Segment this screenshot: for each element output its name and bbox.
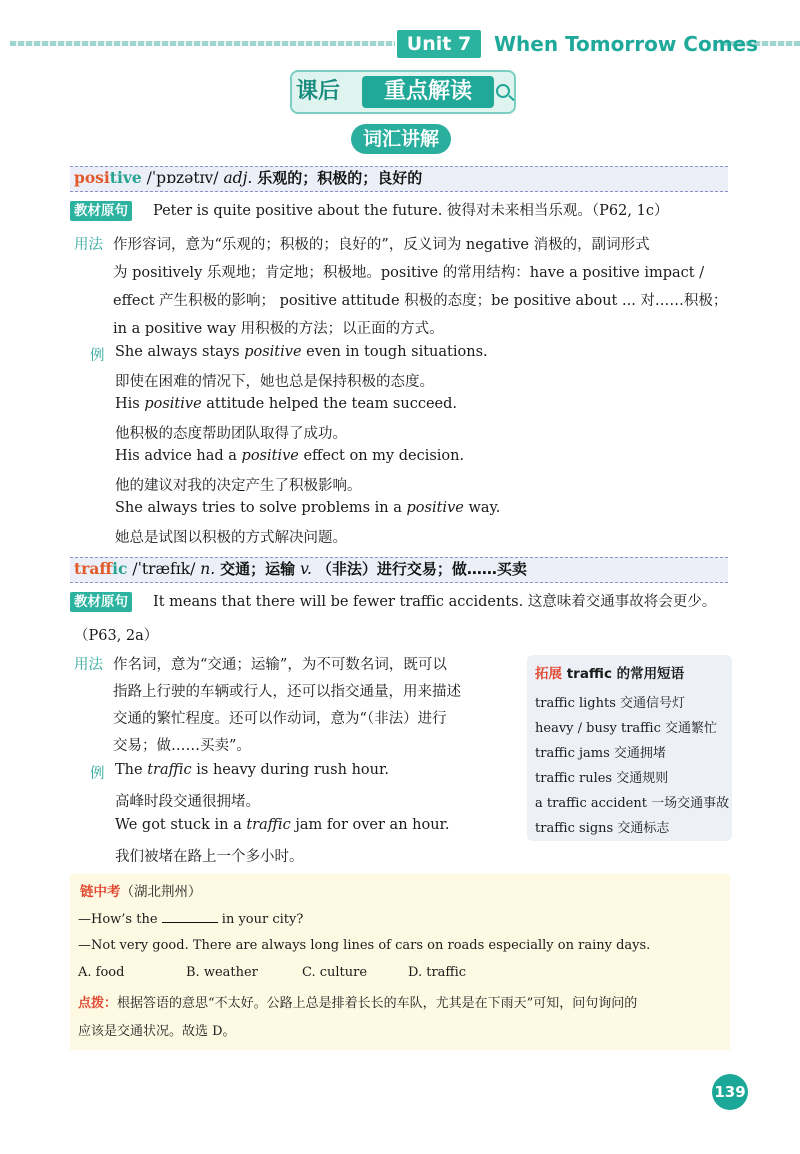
- example-label: 例: [90, 766, 105, 782]
- example-line: 我们被堵在路上一个多小时。: [115, 848, 304, 865]
- exam-hint-line-1: 点拨：根据答语的意思“不太好。公路上总是排着长长的车队，尤其是在下雨天”可知，问句询问的: [78, 996, 638, 1011]
- exam-title: 链中考（湖北荆州）: [80, 884, 202, 900]
- usage-line: 交易；做……买卖”。: [113, 738, 251, 754]
- banner-right-text: 重点解读: [362, 76, 494, 108]
- gloss: 交通；运输: [220, 560, 296, 578]
- entry-traffic-heading: [74, 557, 527, 581]
- example-line: 他的建议对我的决定产生了积极影响。: [115, 478, 362, 494]
- example-line: She always stays positive even in tough situations.: [115, 344, 488, 360]
- exam-question-1: —How’s the in your city?: [78, 912, 304, 927]
- usage-label: 用法: [74, 657, 103, 673]
- example-label: 例: [90, 348, 105, 364]
- phonetic: /ˈpɒzətɪv/: [146, 169, 219, 187]
- answer-blank: [162, 910, 218, 923]
- phonetic: /ˈtræfɪk/: [132, 560, 196, 578]
- expand-label: 拓展: [535, 666, 562, 682]
- magnifier-icon: [496, 84, 510, 98]
- usage-line: 作名词，意为“交通；运输”，为不可数名词，既可以: [113, 657, 447, 673]
- expand-title: [535, 662, 684, 682]
- page-number: 139: [712, 1074, 748, 1110]
- textbook-ref: （P63, 2a）: [74, 628, 159, 644]
- gloss-2: （非法）进行交易；做……买卖: [316, 560, 527, 578]
- textbook-tag: 教材原句: [70, 201, 132, 221]
- unit-title: When Tomorrow Comes: [494, 32, 759, 56]
- headword: traffic: [74, 559, 128, 578]
- part-of-speech: adj.: [223, 169, 253, 187]
- part-of-speech: n.: [200, 560, 216, 578]
- header-rule-left: [10, 41, 395, 46]
- expand-item: traffic jams 交通拥堵: [535, 746, 666, 761]
- textbook-tag: 教材原句: [70, 592, 132, 612]
- example-line: We got stuck in a traffic jam for over an hour.: [115, 817, 450, 833]
- usage-line: 交通的繁忙程度。还可以作动词，意为“（非法）进行: [113, 711, 447, 727]
- banner-left-text: 课后: [296, 79, 341, 104]
- example-line: His advice had a positive effect on my decision.: [115, 448, 465, 464]
- expand-item: traffic signs 交通标志: [535, 821, 670, 836]
- example-line: 即使在困难的情况下，她也总是保持积极的态度。: [115, 374, 434, 390]
- exam-option-c: C. culture: [302, 965, 368, 980]
- expand-item: traffic lights 交通信号灯: [535, 696, 686, 711]
- expand-item: heavy / busy traffic 交通繁忙: [535, 721, 717, 736]
- exam-option-a: A. food: [78, 965, 125, 980]
- unit-badge: Unit 7: [397, 30, 481, 58]
- entry-positive-heading: [74, 166, 422, 190]
- exam-option-b: B. weather: [186, 965, 258, 980]
- headword: positive: [74, 168, 142, 187]
- usage-line: 指路上行驶的车辆或行人，还可以指交通量，用来描述: [113, 684, 461, 700]
- textbook-sentence: It means that there will be fewer traffic accidents. 这意味着交通事故将会更少。: [153, 594, 717, 610]
- usage-line: 作形容词，意为“乐观的；积极的；良好的”，反义词为 negative 消极的，副词形式: [113, 237, 650, 253]
- textbook-sentence: Peter is quite positive about the future. 彼得对未来相当乐观。（P62, 1c）: [153, 203, 669, 219]
- example-line: 他积极的态度帮助团队取得了成功。: [115, 426, 347, 442]
- exam-question-2: —Not very good. There are always long lines of cars on roads especially on rainy days.: [78, 938, 651, 953]
- example-line: 她总是试图以积极的方式解决问题。: [115, 530, 347, 546]
- exam-hint-line-2: 应该是交通状况。故选 D。: [78, 1024, 236, 1039]
- exam-option-d: D. traffic: [408, 965, 467, 980]
- expand-item: a traffic accident 一场交通事故: [535, 796, 730, 811]
- example-line: His positive attitude helped the team succeed.: [115, 396, 458, 412]
- usage-line: in a positive way 用积极的方法；以正面的方式。: [113, 321, 444, 337]
- gloss: 乐观的；积极的；良好的: [257, 169, 423, 187]
- usage-label: 用法: [74, 237, 103, 253]
- example-line: The traffic is heavy during rush hour.: [115, 762, 389, 778]
- expand-item: traffic rules 交通规则: [535, 771, 669, 786]
- usage-line: effect 产生积极的影响； positive attitude 积极的态度；be positive about ... 对……积极；: [113, 293, 728, 309]
- example-line: 高峰时段交通很拥堵。: [115, 793, 260, 810]
- part-of-speech-2: v.: [300, 560, 312, 578]
- usage-line: 为 positively 乐观地；肯定地；积极地。positive 的常用结构：have a positive impact /: [113, 265, 705, 281]
- example-line: She always tries to solve problems in a positive way.: [115, 500, 501, 516]
- expand-heading: traffic 的常用短语: [566, 666, 685, 682]
- vocab-section-title: 词汇讲解: [351, 124, 451, 154]
- exam-region: （湖北荆州）: [120, 884, 202, 900]
